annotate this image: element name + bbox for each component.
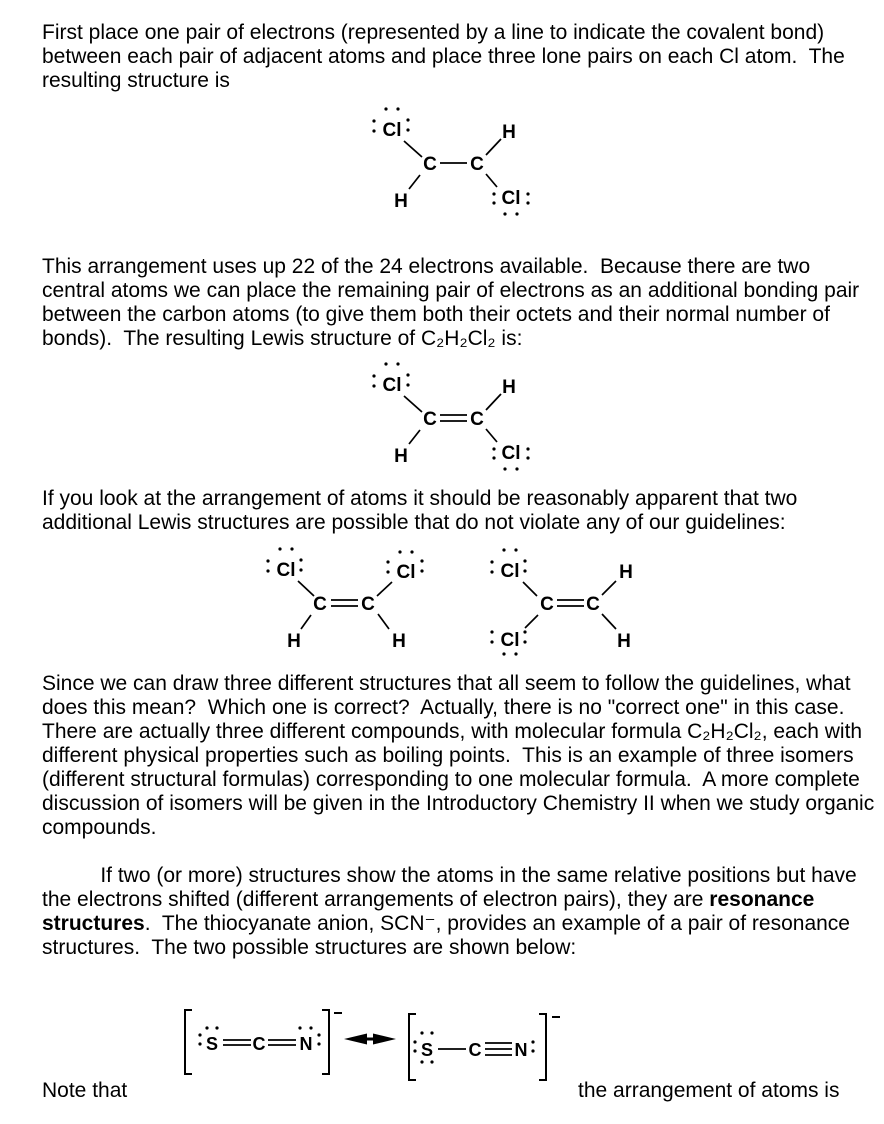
text-line: resulting structure is bbox=[42, 69, 230, 92]
atom-label: H bbox=[394, 191, 408, 212]
atom-label: Cl bbox=[501, 188, 521, 209]
footer-text-left: Note that bbox=[42, 1079, 128, 1102]
atom-label: H bbox=[392, 631, 406, 652]
atom-label: Cl bbox=[396, 562, 416, 583]
atom-label: C bbox=[361, 594, 375, 615]
lewis-structure-scn-resonance-2 bbox=[400, 1002, 580, 1092]
atom-label: Cl bbox=[382, 375, 402, 396]
atom-label: Cl bbox=[382, 120, 402, 141]
text-line: discussion of isomers will be given in the Introductory Chemistry II when we study organic bbox=[42, 792, 875, 815]
paragraph-isomers bbox=[42, 672, 874, 840]
atom-label: C bbox=[586, 594, 600, 615]
text-line: Since we can draw three different structures that all seem to follow the guidelines, what bbox=[42, 672, 851, 695]
atom-label: Cl bbox=[500, 630, 520, 651]
atom-label: H bbox=[617, 631, 631, 652]
paragraph-resonance bbox=[42, 864, 857, 960]
lewis-structure-scn-resonance-1 bbox=[176, 1000, 356, 1090]
atom-label: C bbox=[540, 594, 554, 615]
atom-label: H bbox=[502, 122, 516, 143]
atom-label: H bbox=[287, 631, 301, 652]
atom-label: C bbox=[470, 154, 484, 175]
atom-label: C bbox=[423, 154, 437, 175]
atom-label: S bbox=[205, 1034, 219, 1054]
text-line: different physical properties such as boiling points. This is an example of three isomers bbox=[42, 744, 854, 767]
atom-label: H bbox=[394, 446, 408, 467]
atom-label: N bbox=[299, 1034, 313, 1054]
text-line: does this mean? Which one is correct? Actually, there is no "correct one" in this case. bbox=[42, 696, 845, 719]
lewis-structure-double-bond-trans bbox=[330, 355, 610, 485]
paragraph-intro bbox=[42, 21, 845, 93]
text-line: There are actually three different compounds, with molecular formula C₂H₂Cl₂, each with bbox=[42, 720, 863, 743]
paragraph-additional-structures bbox=[42, 487, 797, 535]
atom-label: S bbox=[420, 1040, 434, 1060]
resonance-double-arrow-icon bbox=[342, 1031, 398, 1047]
atom-label: H bbox=[502, 377, 516, 398]
text-line: If you look at the arrangement of atoms it should be reasonably apparent that two bbox=[42, 487, 798, 510]
text-line: compounds. bbox=[42, 816, 157, 839]
atom-label: Cl bbox=[276, 560, 296, 581]
text-line: central atoms we can place the remaining pair of electrons as an additional bonding pair bbox=[42, 279, 860, 302]
atom-label: Cl bbox=[500, 561, 520, 582]
text-line: structures. The two possible structures are shown below: bbox=[42, 936, 577, 959]
text-line: additional Lewis structures are possible that do not violate any of our guidelines: bbox=[42, 511, 786, 534]
text-line: between the carbon atoms (to give them both their octets and their normal number of bbox=[42, 303, 830, 326]
atom-label: C bbox=[470, 409, 484, 430]
text-line: structures. The thiocyanate anion, SCN⁻, provides an example of a pair of resonance bbox=[42, 912, 850, 935]
atom-label: C bbox=[252, 1034, 266, 1054]
atom-label: Cl bbox=[501, 443, 521, 464]
atom-label: H bbox=[619, 562, 633, 583]
text-line: If two (or more) structures show the atoms in the same relative positions but have bbox=[42, 864, 857, 887]
lewis-structure-cis-isomer bbox=[230, 540, 450, 670]
atom-label: C bbox=[313, 594, 327, 615]
text-line: (different structural formulas) corresponding to one molecular formula. A more complete bbox=[42, 768, 860, 791]
lewis-structure-geminal-isomer bbox=[460, 540, 680, 670]
footer-text-right: the arrangement of atoms is bbox=[578, 1079, 840, 1102]
text-line: the electrons shifted (different arrangements of electron pairs), they are resonance bbox=[42, 888, 815, 911]
atom-label: C bbox=[423, 409, 437, 430]
text-line: between each pair of adjacent atoms and place three lone pairs on each Cl atom. The bbox=[42, 45, 845, 68]
lewis-structure-single-bond-c2h2cl2 bbox=[330, 100, 610, 230]
atom-label: N bbox=[514, 1040, 528, 1060]
text-line: This arrangement uses up 22 of the 24 electrons available. Because there are two bbox=[42, 255, 811, 278]
text-line: bonds). The resulting Lewis structure of C₂H₂Cl₂ is: bbox=[42, 327, 523, 350]
atom-label: C bbox=[468, 1040, 482, 1060]
text-line: First place one pair of electrons (represented by a line to indicate the covalent bond) bbox=[42, 21, 825, 44]
paragraph-electron-count bbox=[42, 255, 859, 351]
